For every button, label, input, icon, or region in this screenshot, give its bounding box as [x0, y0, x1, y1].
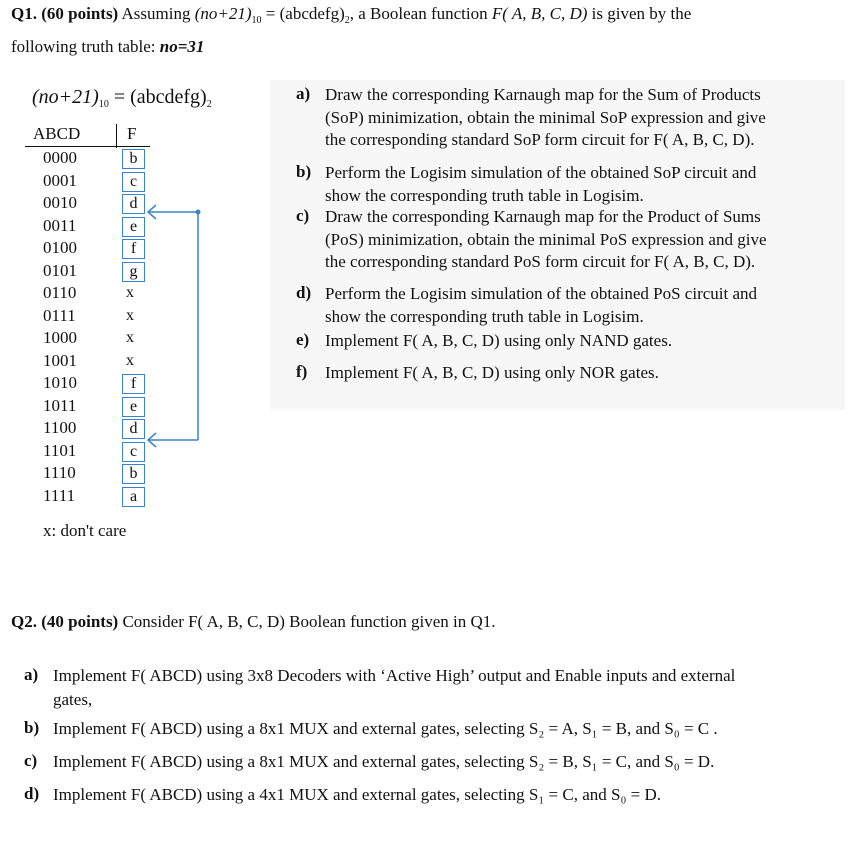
table-connector-arrows: [140, 200, 210, 450]
q1-part-text: Implement F( A, B, C, D) using only NAND gates.: [325, 331, 673, 350]
table-heading: [32, 86, 212, 110]
q1-part-text: Implement F( A, B, C, D) using only NOR gates.: [325, 363, 659, 382]
table-footnote: x: don't care: [43, 521, 127, 540]
q1-part-text: Perform the Logisim simulation of the obtained SoP circuit and: [325, 163, 757, 182]
q1-part-text: Perform the Logisim simulation of the obtained PoS circuit and: [325, 284, 758, 303]
truth-table-input: 1111: [43, 485, 76, 505]
header-rule: [25, 146, 150, 147]
q1-line2-text: following truth table:: [11, 37, 156, 56]
truth-table-input: 1001: [43, 350, 77, 370]
q1-part-label: d): [296, 283, 312, 302]
connector-dot: [196, 210, 201, 215]
q1-intro2: , a Boolean function: [349, 4, 488, 23]
truth-table-output: c: [122, 442, 145, 462]
truth-table-output: f: [122, 239, 145, 259]
q2-header: [11, 612, 496, 632]
truth-table-output: e: [122, 217, 145, 237]
table-heading-base: (no+21): [32, 86, 99, 108]
q2-points: (40 points): [41, 612, 119, 631]
q1-part-label: b): [296, 162, 312, 181]
truth-table-input: 0010: [43, 193, 77, 212]
q2-part-text: Implement F( ABCD) using 3x8 Decoders with ‘Active High’ output and Enable inputs and external: [53, 666, 736, 685]
truth-table-output: x: [126, 351, 134, 369]
truth-table-input: 1110: [43, 463, 76, 482]
q1-part-label: f): [296, 362, 308, 381]
truth-table-input: 1000: [43, 328, 77, 347]
q2-part-text: gates,: [53, 690, 93, 709]
q1-part-text: the corresponding standard SoP form circuit for F( A, B, C, D).: [325, 130, 755, 149]
truth-table-output: d: [122, 419, 145, 439]
q2-part-label: d): [24, 784, 40, 803]
q2-label: Q2.: [11, 612, 37, 631]
truth-table-output: c: [122, 172, 145, 192]
truth-table-output: b: [122, 464, 145, 484]
truth-table-input: 0101: [43, 260, 77, 280]
truth-table-output: d: [122, 194, 145, 214]
q1-no-value: no=31: [159, 37, 205, 56]
truth-table-input: 0011: [43, 215, 77, 235]
q2-text: Consider F( A, B, C, D) Boolean function given in Q1.: [122, 612, 496, 631]
table-heading-eq: = (abcdefg): [113, 86, 207, 108]
q2-part-label: c): [24, 751, 38, 770]
q1-part-label: a): [296, 84, 311, 103]
q1-line2: [11, 37, 204, 57]
header-divider: [116, 124, 117, 148]
q1-part-text: show the corresponding truth table in Logisim.: [325, 306, 644, 326]
q1-points: (60 points): [41, 4, 119, 23]
col-header-abcd: ABCD: [33, 124, 81, 143]
q1-intro3: is given by the: [591, 4, 692, 23]
q1-part-text: (PoS) minimization, obtain the minimal PoS expression and give: [325, 229, 767, 249]
q1-part-label: e): [296, 330, 310, 349]
q1-intro: Assuming: [121, 4, 191, 23]
truth-table-input: 0000: [43, 148, 77, 167]
q1-part-text: Draw the corresponding Karnaugh map for the Product of Sums: [325, 207, 761, 226]
q1-expr-sub10: 10: [251, 15, 262, 26]
table-heading-sub2: 2: [206, 99, 212, 110]
truth-table-output: f: [122, 374, 145, 394]
truth-table-output: x: [126, 284, 134, 301]
q1-func: F( A, B, C, D): [491, 4, 588, 23]
truth-table-input: 1101: [43, 440, 77, 460]
truth-table-input: 0111: [43, 305, 76, 325]
truth-table-output: g: [122, 262, 145, 282]
table-heading-sub10: 10: [98, 99, 109, 110]
truth-table-input: 1010: [43, 373, 77, 392]
q1-expr-base: (no+21): [194, 4, 252, 23]
truth-table-input: 0001: [43, 170, 77, 190]
q1-part-text: show the corresponding truth table in Logisim.: [325, 185, 644, 205]
col-header-f: F: [127, 124, 137, 143]
truth-table-input: 1011: [43, 395, 77, 415]
truth-table-output: a: [122, 487, 145, 507]
q1-label: Q1.: [11, 4, 37, 23]
q2-part-text: Implement F( ABCD) using a 4x1 MUX and external gates, selecting S₁ = C, and S₀ = D.: [53, 785, 662, 804]
truth-table-input: 0100: [43, 238, 77, 257]
q1-part-text: the corresponding standard PoS form circuit for F( A, B, C, D).: [325, 252, 756, 271]
truth-table-input: 0110: [43, 283, 77, 302]
q2-part-label: a): [24, 665, 39, 684]
q2-part-text: Implement F( ABCD) using a 8x1 MUX and external gates, selecting S₂ = B, S₁ = C, and S₀ = D.: [53, 752, 715, 771]
q1-header: [11, 4, 691, 26]
q1-part-label: c): [296, 206, 310, 225]
q1-part-text: (SoP) minimization, obtain the minimal SoP expression and give: [325, 107, 766, 127]
truth-table-output: x: [126, 306, 134, 324]
q2-part-text: Implement F( ABCD) using a 8x1 MUX and external gates, selecting S₂ = A, S₁ = B, and S₀ = C .: [53, 719, 718, 738]
truth-table-output: b: [122, 149, 145, 169]
q2-part-label: b): [24, 718, 40, 737]
truth-table-output: e: [122, 397, 145, 417]
q1-part-text: Draw the corresponding Karnaugh map for the Sum of Products: [325, 85, 761, 104]
truth-table-output: x: [126, 329, 134, 346]
q1-expr-eq: = (abcdefg): [265, 4, 345, 23]
q1-expr-sub2: 2: [344, 15, 350, 26]
truth-table-input: 1100: [43, 418, 77, 437]
